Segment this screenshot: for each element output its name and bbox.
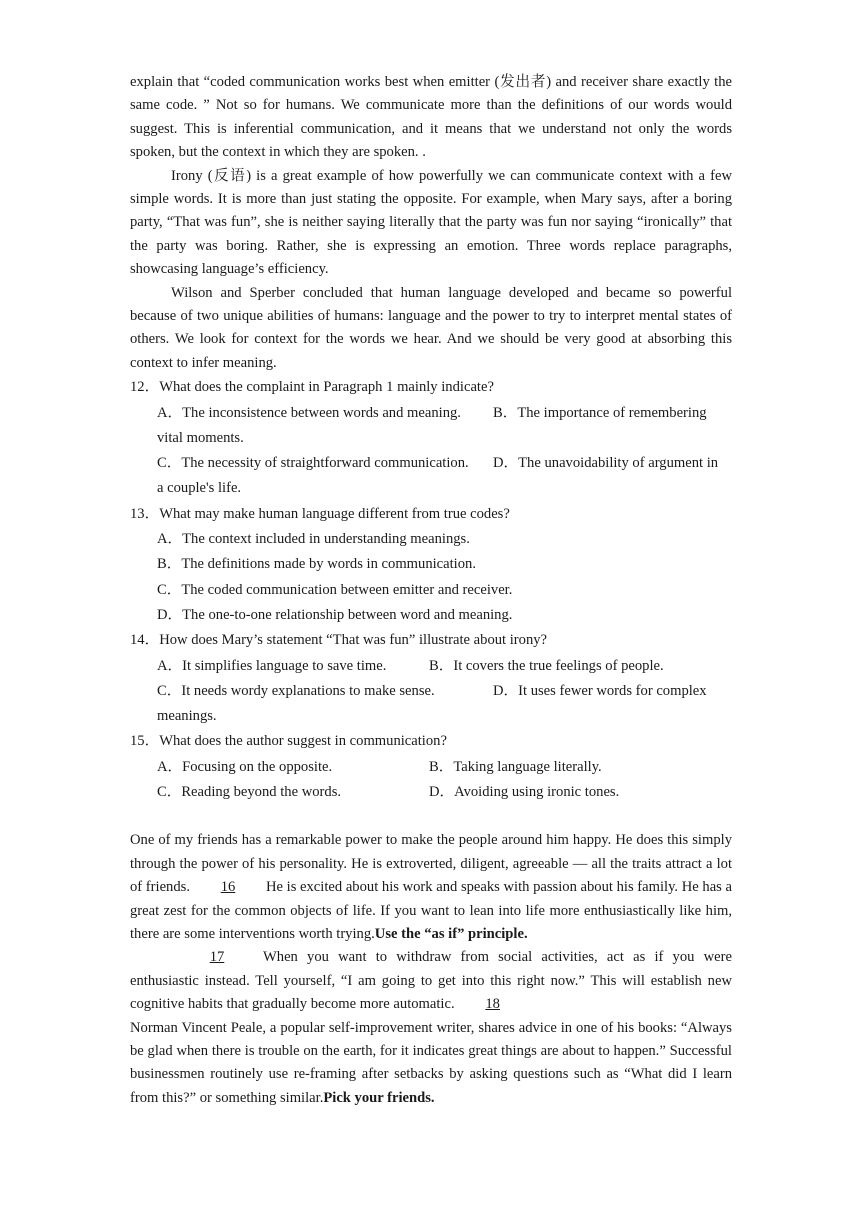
question-12-option-a[interactable]: A．The inconsistence between words and meaning. [157, 404, 461, 421]
question-12-stem: 12．What does the complaint in Paragraph 1 mainly indicate? [130, 379, 494, 396]
question-14-option-a[interactable]: A．It simplifies language to save time. [157, 657, 387, 674]
question-14-options [130, 654, 732, 730]
question-13-option-b[interactable]: B．The definitions made by words in communication. [157, 556, 476, 573]
question-12-option-d[interactable]: D．The unavoidability of argument in [493, 455, 719, 472]
passage2-paragraph-2 [130, 946, 732, 1016]
passage2-paragraph-1-text-a: One of my friends has a remarkable power to make the people around him happy. He does this simply through the power of his personality. He is extroverted, diligent, agreeable — all the traits attract a lot of friends. [130, 832, 732, 896]
question-14-option-d[interactable]: D．It uses fewer words for complex [493, 682, 707, 699]
heading-pick-your-friends: Pick your friends. [323, 1089, 435, 1106]
passage2-paragraph-2-text: When you want to withdraw from social activities, act as if you were enthusiastic instead. Tell yourself, “I am going to get into this right now.” This will establish new cognitive habits that gradually become more automatic. [130, 949, 732, 1013]
passage2-paragraph-3 [130, 1017, 732, 1111]
question-13-options [130, 527, 732, 628]
question-12-option-c[interactable]: C．The necessity of straightforward communication. [157, 455, 469, 472]
blank-17[interactable]: 17 [209, 949, 225, 966]
question-12-option-b[interactable]: B．The importance of remembering [493, 404, 707, 421]
passage1-paragraph-1: explain that “coded communication works best when emitter (发出者) and receiver share exactly the same code. ” Not so for humans. We communicate more than the definitions of our words would suggest. This is inferential communication, and it means that we understand not only the words spoken, but the context in which they are spoken. . [130, 74, 732, 161]
question-12-options [130, 401, 732, 502]
question-12-option-d-continued: a couple's life. [157, 480, 242, 497]
question-15-stem: 15．What does the author suggest in communication? [130, 733, 447, 750]
question-13-option-c[interactable]: C．The coded communication between emitter and receiver. [157, 581, 513, 598]
question-15-option-d[interactable]: D．Avoiding using ironic tones. [429, 784, 620, 801]
blank-16[interactable]: 16 [220, 879, 236, 896]
passage2-paragraph-1-text-b: He is excited about his work and speaks with passion about his family. He has a great zest for the common objects of life. If you want to lean into life more enthusiastically like him, there are some interventions worth trying. [130, 879, 732, 942]
question-15-option-b[interactable]: B．Taking language literally. [429, 758, 602, 775]
section-spacer [130, 805, 732, 829]
question-15-options [130, 755, 732, 805]
passage1-paragraph-3: Wilson and Sperber concluded that human language developed and became so powerful because of two unique abilities of humans: language and the power to try to interpret mental states of others. We look for context for the words we hear. And we should be very good at absorbing this context to infer meaning. [130, 284, 732, 371]
question-13-option-a[interactable]: A．The context included in understanding meanings. [157, 531, 470, 548]
question-15-option-a[interactable]: A．Focusing on the opposite. [157, 758, 333, 775]
worksheet-page [130, 71, 732, 1110]
question-14-option-c[interactable]: C．It needs wordy explanations to make sense. [157, 682, 435, 699]
passage2-paragraph-1 [130, 829, 732, 946]
blank-18[interactable]: 18 [485, 996, 500, 1013]
question-13-option-d[interactable]: D．The one-to-one relationship between word and meaning. [157, 606, 513, 623]
passage2-paragraph-3-text: Norman Vincent Peale, a popular self-improvement writer, shares advice in one of his books: “Always be glad when there is trouble on the earth, for it indicates great things are about to happen.” Successful businessmen routinely use re-framing after setbacks by asking questions such as “What did I learn from this?” or something similar. [130, 1019, 732, 1106]
question-15-option-c[interactable]: C．Reading beyond the words. [157, 784, 342, 801]
question-14-option-d-continued: meanings. [157, 708, 217, 725]
question-13-stem: 13．What may make human language different from true codes? [130, 505, 510, 522]
passage1-paragraph-2: Irony (反语) is a great example of how powerfully we can communicate context with a few simple words. It is more than just stating the opposite. For example, when Mary says, after a boring party, “That was fun”, she is neither saying literally that the party was fun nor saying “ironically” that the party was boring. Rather, she is expressing an emotion. Three words replace paragraphs, showcasing language’s efficiency. [130, 167, 732, 278]
question-12-option-b-continued: vital moments. [157, 430, 244, 447]
heading-as-if-principle: Use the “as if” principle. [374, 925, 528, 942]
question-14-stem: 14．How does Mary’s statement “That was fun” illustrate about irony? [130, 632, 548, 649]
question-14-option-b[interactable]: B．It covers the true feelings of people. [429, 657, 664, 674]
